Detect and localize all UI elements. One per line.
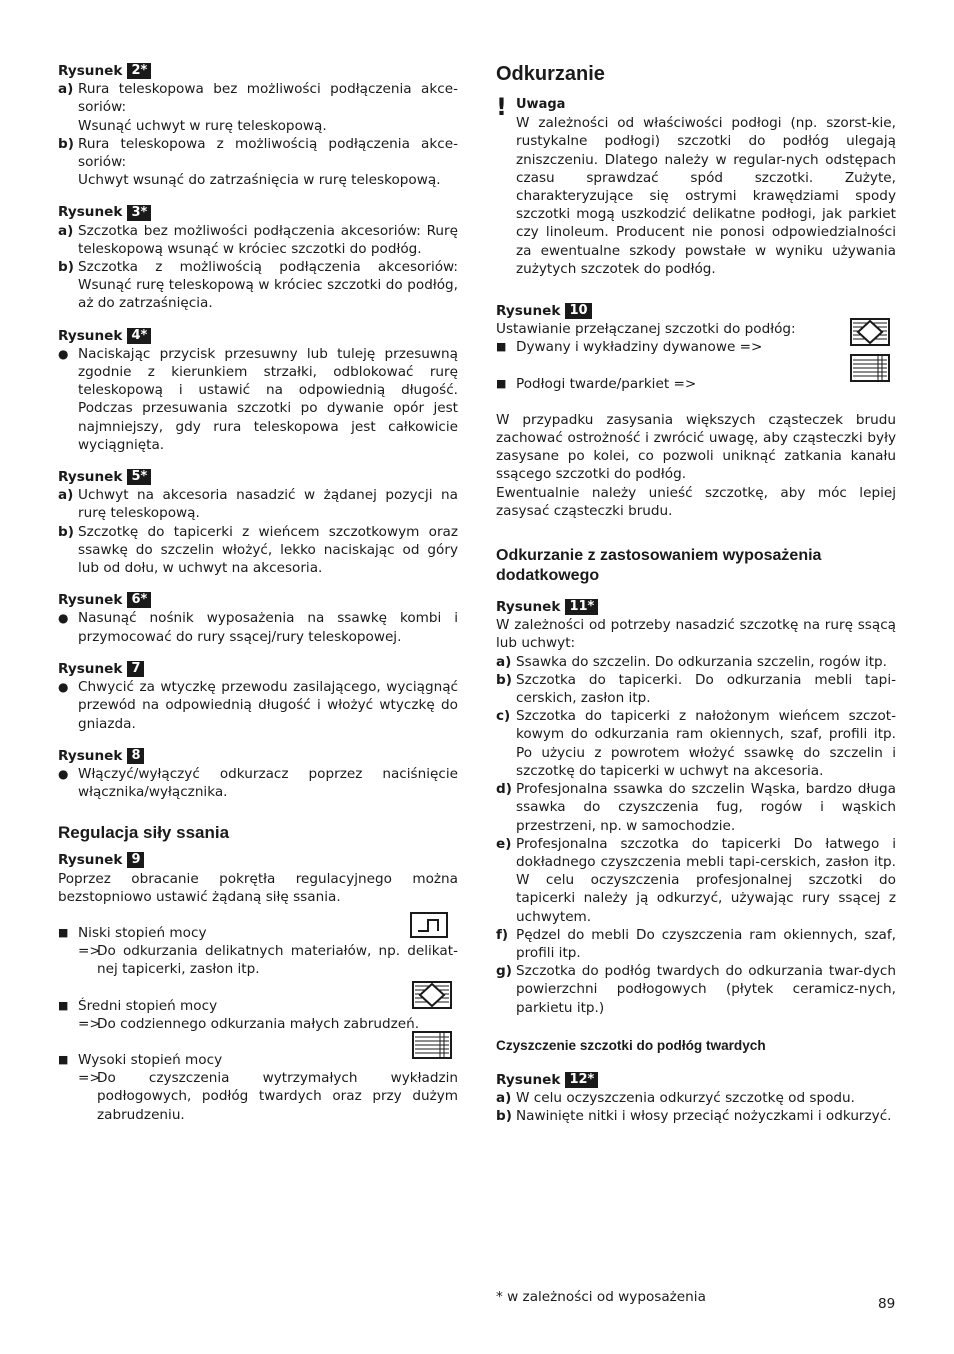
warning-block: ! Uwaga W zależności od właściwości podłogi (np. szorst-kie, rustykalne podłogi) szczotki do podłóg ulegają zniszczeniu. Dlatego należy w regular-nych odstępach czasu sprawdzać spód szczotki. Zużyte, charakteryzujące się ostrymi krawędziami spody szczotki mogą uszkodzić delikatne podłogi, jak parkiet czy linoleum. Producent nie ponosi odpowiedzialności za ewentualne szkody powstałe w wyniku używania zużytych szczotek do podłóg.	[496, 93, 896, 277]
list-item: ● Naciskając przycisk przesuwny lub tuleję przesuwną zgodnie z kierunkiem strzałki, odblokować rurę teleskopową i ustawić na odpowiednią długość. Podczas przesuwania szczotki po dywanie opór jest najmniejszy, gdy rura teleskopowa jest całkowicie wyciągnięta.	[58, 345, 458, 453]
list-item: b) Szczotka do tapicerki. Do odkurzania mebli tapi-cerskich, zasłon itp.	[496, 671, 896, 707]
brush-setting-block: Ustawianie przełączanej szczotki do podłóg: ■ Dywany i wykładziny dywanowe => ■ Podłogi twarde/parkiet =>	[496, 320, 896, 393]
figure-ref-8: Rysunek 8	[58, 747, 458, 765]
right-column	[496, 62, 896, 1126]
paragraph: Poprzez obracanie pokrętła regulacyjnego można bezstopniowo ustawić żądaną siłę ssania.	[58, 870, 458, 905]
list-item: b) Szczotka z możliwością podłączenia akcesoriów: Wsunąć rurę teleskopową w króciec szczotki do podłóg, aż do zatrzaśnięcia.	[58, 259, 458, 312]
list-item: a) W celu oczyszczenia odkurzyć szczotkę od spodu.	[496, 1090, 855, 1107]
hard-floor-mode-icon	[850, 354, 890, 382]
paragraph: W zależności od potrzeby nasadzić szczotkę na rurę ssącą lub uchwyt:	[496, 617, 896, 652]
square-bullet-icon: ■	[496, 340, 507, 354]
figure-ref-6: Rysunek 6*	[58, 591, 458, 609]
list-item: a) Ssawka do szczelin. Do odkurzania szczelin, rogów itp.	[496, 653, 887, 670]
bullet-icon: ●	[58, 766, 69, 781]
list-item: g) Szczotka do podłóg twardych do odkurzania twar-dych powierzchni podłogowych (płytek ceramicz-nych, parkietu itp.)	[496, 963, 896, 1016]
list-item: Wsunąć uchwyt w rurę teleskopową.	[78, 117, 327, 134]
carpet-mode-icon	[850, 318, 890, 346]
bullet-icon: ●	[58, 680, 69, 695]
exclamation-icon: !	[496, 93, 507, 121]
list-item: b) Szczotkę do tapicerki z wieńcem szczotkowym oraz ssawkę do szczelin włożyć, lekko naciskając od góry lub od dołu, w uchwyt na akcesoria.	[58, 523, 458, 577]
list-item: c) Szczotka do tapicerki z nałożonym wieńcem szczot-kowym do odkurzania ram okiennych, szaf, profili itp. Po użyciu z powrotem włożyć ssawkę do szczelin i szczotkę do tapicerki w uchwyt na akcesoria.	[496, 708, 896, 779]
paragraph: Ewentualnie należy unieść szczotkę, aby móc lepiej zasysać cząsteczki brudu.	[496, 484, 896, 519]
square-bullet-icon: ■	[58, 925, 69, 939]
page-number: 89	[878, 1296, 896, 1312]
figure-ref-4: Rysunek 4*	[58, 327, 458, 345]
square-bullet-icon: ■	[58, 1052, 69, 1066]
list-item: b) Rura teleskopowa z możliwością podłączenia akce-soriów:	[58, 135, 458, 171]
list-item: f) Pędzel do mebli Do czyszczenia ram okiennych, szaf, profili itp.	[496, 926, 896, 961]
figure-ref-10: Rysunek 10	[496, 302, 896, 320]
section-title-accessories: Odkurzanie z zastosowaniem wyposażenia dodatkowego	[496, 547, 822, 585]
section-title-vacuuming: Odkurzanie	[496, 63, 605, 85]
low-power-icon	[410, 912, 448, 938]
list-item: Uchwyt wsunąć do zatrzaśnięcia w rurę teleskopową.	[78, 172, 441, 189]
list-item: ● Chwycić za wtyczkę przewodu zasilającego, wyciągnąć przewód na odpowiednią długość i włożyć wtyczkę do gniazda.	[58, 679, 458, 732]
power-level-low: ■ Niski stopień mocy => Do odkurzania delikatnych materiałów, np. delikat-nej tapicerki, zasłon itp.	[58, 924, 458, 979]
figure-ref-3: Rysunek 3*	[58, 203, 458, 221]
figure-ref-11: Rysunek 11*	[496, 598, 896, 616]
figure-ref-7: Rysunek 7	[58, 660, 458, 678]
list-item: b) Nawinięte nitki i włosy przeciąć nożyczkami i odkurzyć.	[496, 1108, 892, 1125]
section-title-suction: Regulacja siły ssania	[58, 823, 230, 843]
list-item: ● Włączyć/wyłączyć odkurzacz poprzez naciśnięcie włącznika/wyłącznika.	[58, 765, 458, 801]
mid-power-icon	[412, 981, 452, 1009]
bullet-icon: ●	[58, 611, 69, 626]
paragraph: W przypadku zasysania większych cząsteczek brudu zachować ostrożność i zwrócić uwagę, aby cząsteczki były zasysane po kolei, co pozwoli uniknąć zatkania kanału ssącego szczotki do podłóg.	[496, 411, 896, 483]
list-item: d) Profesjonalna ssawka do szczelin Wąska, bardzo długa ssawka do czyszczenia fug, rogów i wąskich przestrzeni, np. w samochodzie.	[496, 781, 896, 834]
square-bullet-icon: ■	[58, 998, 69, 1012]
figure-ref-2: Rysunek 2*	[58, 62, 458, 80]
figure-ref-5: Rysunek 5*	[58, 468, 458, 486]
subsection-title-cleaning: Czyszczenie szczotki do podłóg twardych	[496, 1037, 766, 1053]
figure-ref-12: Rysunek 12*	[496, 1071, 896, 1089]
list-item: ● Nasunąć nośnik wyposażenia na ssawkę kombi i przymocować do rury ssącej/rury teleskopowej.	[58, 610, 458, 645]
list-item: a) Rura teleskopowa bez możliwości podłączenia akce-soriów:	[58, 81, 458, 116]
square-bullet-icon: ■	[496, 376, 507, 390]
power-level-high: ■ Wysoki stopień mocy => Do czyszczenia wytrzymałych wykładzin podłogowych, podłóg twardych oraz przy dużym zabrudzeniu.	[58, 1051, 458, 1124]
bullet-icon: ●	[58, 346, 69, 361]
power-level-mid: ■ Średni stopień mocy => Do codziennego odkurzania małych zabrudzeń.	[58, 997, 458, 1033]
figure-ref-9: Rysunek 9	[58, 851, 458, 869]
list-item: a) Uchwyt na akcesoria nasadzić w żądanej pozycji na rurę teleskopową.	[58, 487, 458, 522]
footnote: * w zależności od wyposażenia	[496, 1289, 706, 1305]
list-item: a) Szczotka bez możliwości podłączenia akcesoriów: Rurę teleskopową wsunąć w króciec szczotki do podłóg.	[58, 222, 458, 257]
left-column	[58, 62, 458, 1124]
list-item: e) Profesjonalna szczotka do tapicerki Do łatwego i dokładnego czyszczenia mebli tapi-cerskich, zasłon itp. W celu oczyszczenia profesjonalnej szczotki do tapicerki należy ją odkurzyć, używając rury ssącej z uchwytem.	[496, 835, 896, 925]
high-power-icon	[412, 1031, 452, 1059]
